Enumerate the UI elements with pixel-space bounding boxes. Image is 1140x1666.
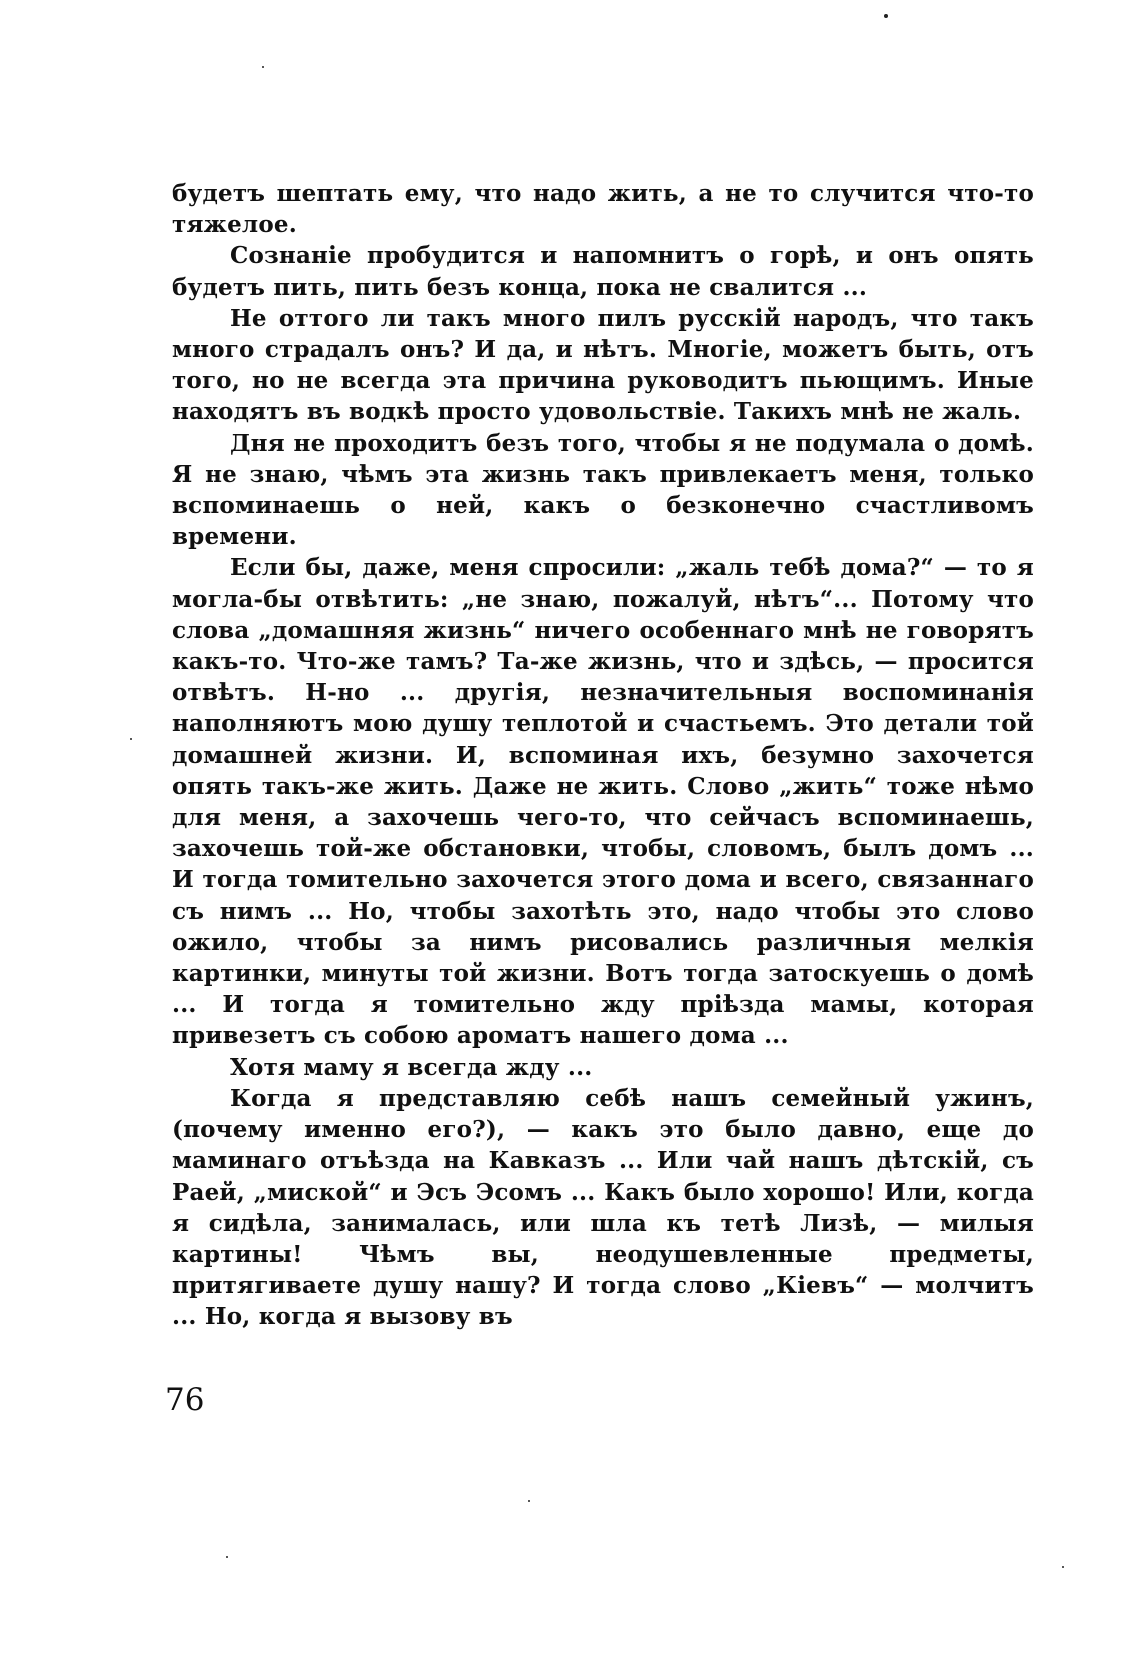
paragraph-5: Если бы, даже, меня спросили: „жаль тебѣ дома?“ — то я могла-бы отвѣтить: „не знаю, пожалуй, нѣтъ“... Потому что слова „домашняя жизнь“ ничего особеннаго мнѣ не говорятъ какъ-то. Что-же тамъ? Та-же жизнь, что и здѣсь, — просится отвѣтъ. Н-но ... другія, незначительныя воспоминанія наполняютъ мою душу теплотой и счастьемъ. Это детали той домашней жизни. И, вспоминая ихъ, безумно захочется опять такъ-же жить. Даже не жить. Слово „жить“ тоже нѣмо для меня, а захочешь чего-то, что сейчасъ вспоминаешь, захочешь той-же обстановки, чтобы, словомъ, былъ домъ ... И тогда томительно захочется этого дома и всего, связаннаго съ нимъ ... Но, чтобы захотѣть это, надо чтобы это слово ожило, чтобы за нимъ рисовались различныя мелкія картинки, минуты той жизни. Вотъ тогда затоскуешь о домѣ ... И тогда я томительно жду пріѣзда мамы, которая привезетъ съ собою ароматъ нашего дома ... bbox=[172, 554, 1034, 1050]
body-text bbox=[172, 178, 1034, 1333]
print-speck bbox=[884, 14, 888, 18]
print-speck bbox=[1062, 1566, 1064, 1568]
paragraph-3: Не оттого ли такъ много пилъ русскій народъ, что такъ много страдалъ онъ? И да, и нѣтъ. Многіе, можетъ быть, отъ того, но не всегда эта причина руководитъ пьющимъ. Иные находятъ въ водкѣ просто удовольствіе. Такихъ мнѣ не жаль. bbox=[172, 304, 1034, 426]
paragraph-1: будетъ шептать ему, что надо жить, а не то случится что-то тяжелое. bbox=[172, 180, 1034, 239]
print-speck bbox=[130, 738, 132, 740]
print-speck bbox=[528, 1500, 530, 1502]
paragraph-7: Когда я представляю себѣ нашъ семейный ужинъ, (почему именно его?), — какъ это было давно, еще до маминаго отъѣзда на Кавказъ ... Или чай нашъ дѣтскій, съ Раей, „миской“ и Эсъ Эсомъ ... Какъ было хорошо! Или, когда я сидѣла, занималась, или шла къ тетѣ Лизѣ, — милыя картины! Чѣмъ вы, неодушевленные предметы, притягиваете душу нашу? И тогда слово „Кіевъ“ — молчитъ ... Но, когда я вызову въ bbox=[172, 1084, 1034, 1331]
paragraph-6: Хотя маму я всегда жду ... bbox=[230, 1053, 593, 1081]
paragraph-4: Дня не проходитъ безъ того, чтобы я не подумала о домѣ. Я не знаю, чѣмъ эта жизнь такъ привлекаетъ меня, только вспоминаешь о ней, какъ о безконечно счастливомъ времени. bbox=[172, 429, 1034, 551]
print-speck bbox=[262, 66, 264, 68]
page-number: 76 bbox=[165, 1382, 205, 1418]
paragraph-2: Сознаніе пробудится и напомнитъ о горѣ, и онъ опять будетъ пить, пить безъ конца, пока не свалится ... bbox=[172, 242, 1034, 301]
print-speck bbox=[226, 1556, 228, 1558]
